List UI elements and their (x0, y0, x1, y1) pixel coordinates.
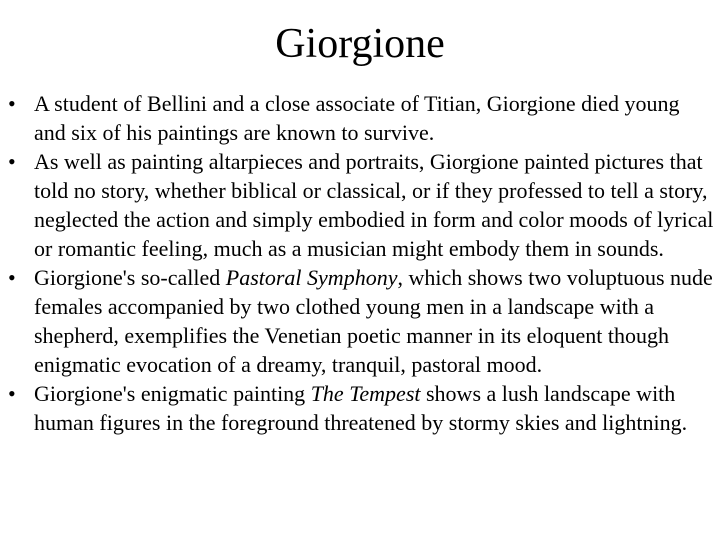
bullet-item (0, 263, 720, 379)
bullet-text (34, 381, 687, 435)
artwork-title: The Tempest (310, 381, 421, 406)
bullet-icon: • (8, 381, 16, 406)
bullet-list (0, 89, 720, 437)
bullet-text (34, 91, 679, 145)
bullet-icon: • (8, 149, 16, 174)
bullet-item (0, 89, 720, 147)
bullet-text-segment: Giorgione's enigmatic painting (34, 381, 311, 406)
bullet-item (0, 147, 720, 263)
bullet-text-segment: , which shows two voluptuous nude females accompanied by two clothed young men in a landscape with a shepherd, exemplifies the Venetian poetic manner in its eloquent though enigmatic evocation of a dreamy, tranquil, pastoral mood. (34, 265, 713, 377)
bullet-text (34, 149, 713, 261)
bullet-icon: • (8, 265, 16, 290)
bullet-icon: • (8, 91, 16, 116)
bullet-text-segment: A student of Bellini and a close associate of Titian, Giorgione died young and six of his paintings are known to survive. (34, 91, 680, 145)
bullet-item (0, 379, 720, 437)
slide-title: Giorgione (275, 21, 445, 67)
artwork-title: Pastoral Symphony (225, 265, 398, 290)
bullet-text (34, 265, 713, 377)
bullet-text-segment: As well as painting altarpieces and portraits, Giorgione painted pictures that told no story, whether biblical or classical, or if they professed to tell a story, neglected the action and simply embodied in form and color moods of lyrical or romantic feeling, much as a musician might embody them in sounds. (34, 149, 714, 261)
bullet-text-segment: Giorgione's so-called (34, 265, 226, 290)
bullet-text-segment: shows a lush landscape with human figures in the foreground threatened by stormy skies and lightning. (34, 381, 688, 435)
